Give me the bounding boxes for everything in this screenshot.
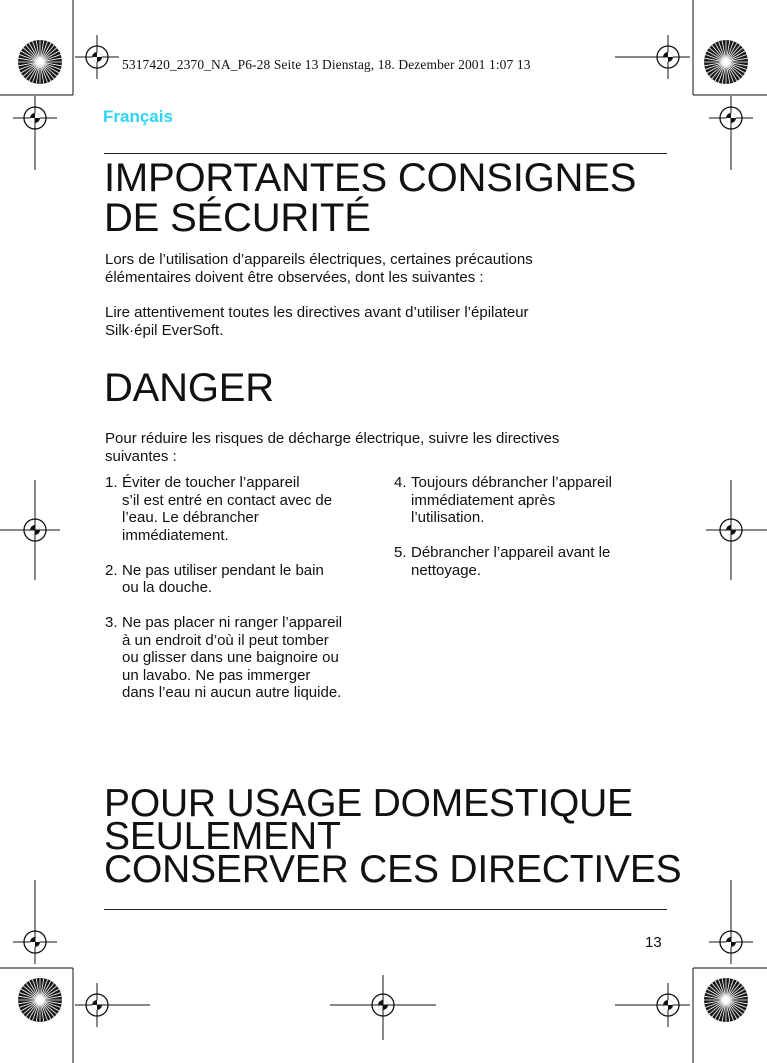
list-item-line: un lavabo. Ne pas immerger xyxy=(122,666,311,684)
list-item-line: immédiatement après xyxy=(411,491,556,509)
safety-intro-line: Lors de l’utilisation d’appareils électriques, certaines précautions xyxy=(105,251,533,268)
print-slug: 5317420_2370_NA_P6-28 Seite 13 Dienstag, 18. Dezember 2001 1:07 13 xyxy=(122,57,531,72)
list-item-line: dans l’eau ni aucun autre liquide. xyxy=(122,684,342,701)
list-item-line: Débrancher l’appareil avant le xyxy=(411,544,611,561)
footer-title xyxy=(104,782,682,891)
list-item xyxy=(105,614,367,702)
list-item-number: 2. xyxy=(105,561,118,579)
safety-intro-line: élémentaires doivent être observées, dont les suivantes : xyxy=(105,268,484,286)
danger-list-right xyxy=(394,474,656,597)
danger-title: DANGER xyxy=(104,366,274,410)
list-item xyxy=(105,562,367,597)
list-item-line: s’il est entré en contact avec de xyxy=(122,491,333,509)
list-item-line: Toujours débrancher l’appareil xyxy=(411,474,612,491)
safety-instruction xyxy=(105,304,645,339)
danger-intro-line: Pour réduire les risques de décharge électrique, suivre les directives xyxy=(105,430,560,447)
list-item-line: ou la douche. xyxy=(122,579,213,596)
list-item-number: 1. xyxy=(105,474,118,491)
safety-intro xyxy=(105,251,645,286)
page-number: 13 xyxy=(645,934,662,951)
list-item-line: Ne pas placer ni ranger l’appareil xyxy=(122,614,343,631)
list-item-number: 5. xyxy=(394,544,407,561)
list-item-line: Éviter de toucher l’appareil xyxy=(122,474,300,491)
star-target-icon xyxy=(704,40,748,84)
list-item-line: ou glisser dans une baignoire ou xyxy=(122,649,339,666)
list-item-line: nettoyage. xyxy=(411,561,482,579)
danger-intro-line: suivantes : xyxy=(105,447,177,465)
language-label: Français xyxy=(103,107,173,126)
footer-title-line: SEULEMENT xyxy=(104,815,341,858)
footer-title-line: POUR USAGE DOMESTIQUE xyxy=(104,782,633,825)
list-item-line: l’eau. Le débrancher xyxy=(122,509,259,526)
safety-title-line: IMPORTANTES CONSIGNES xyxy=(104,156,637,200)
danger-list-left xyxy=(105,474,367,719)
registration-mark-icon xyxy=(75,35,119,79)
top-rule xyxy=(104,153,667,154)
star-target-icon xyxy=(18,978,62,1022)
bottom-rule xyxy=(104,909,667,910)
list-item xyxy=(394,474,656,527)
safety-instruction-line: Lire attentivement toutes les directives avant d’utiliser l’épilateur xyxy=(105,304,529,321)
safety-title xyxy=(104,158,636,238)
star-target-icon xyxy=(704,978,748,1022)
safety-title-line: DE SÉCURITÉ xyxy=(104,196,371,240)
danger-intro xyxy=(105,430,645,465)
list-item-line: à un endroit d’où il peut tomber xyxy=(122,631,329,649)
list-item-line: Ne pas utiliser pendant le bain xyxy=(122,561,324,579)
safety-instruction-line: Silk·épil EverSoft. xyxy=(105,321,224,339)
footer-title-line: CONSERVER CES DIRECTIVES xyxy=(104,848,682,891)
list-item-number: 3. xyxy=(105,614,118,631)
list-item-line: immédiatement. xyxy=(122,526,229,544)
list-item xyxy=(394,544,656,579)
list-item-number: 4. xyxy=(394,474,407,491)
star-target-icon xyxy=(18,40,62,84)
list-item xyxy=(105,474,367,544)
list-item-line: l’utilisation. xyxy=(411,509,485,526)
